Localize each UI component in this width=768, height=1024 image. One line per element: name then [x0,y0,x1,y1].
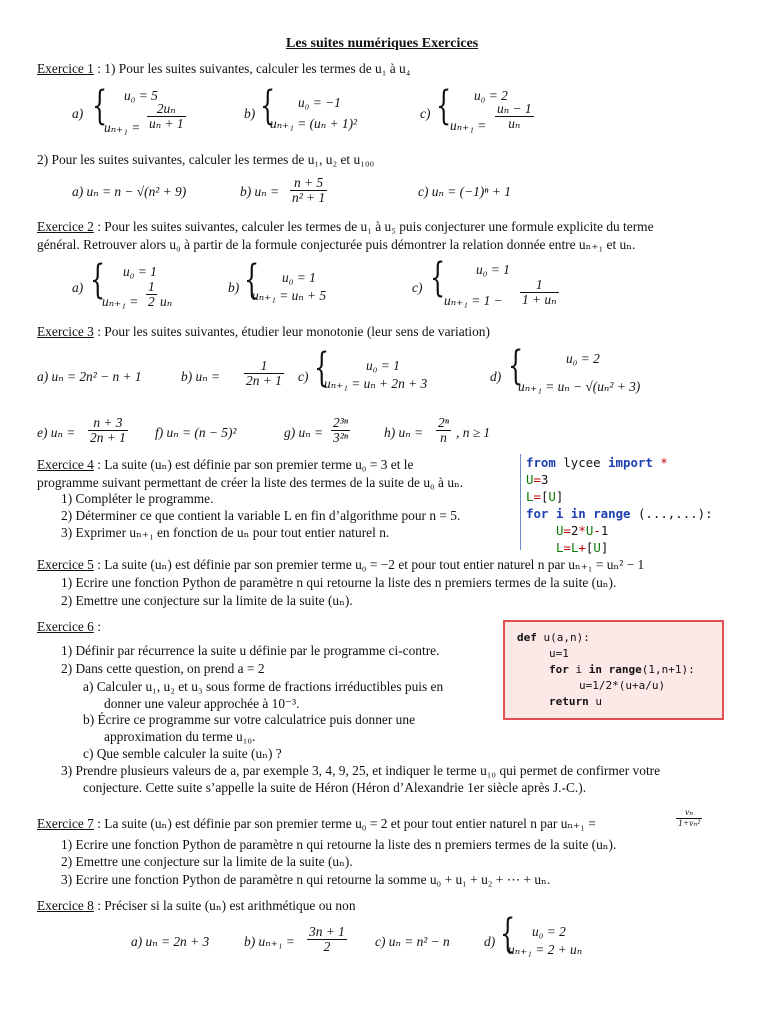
exercise-4-item-1: 1) Compléter le programme. [61,491,214,506]
ex3-seq-b-frac: $\frac{1}{2n + 1}$ [246,358,282,388]
ex3-seq-e: e) uₙ = [37,425,76,440]
ex1-seq-c: c) uₙ = (−1)ⁿ + 1 [418,184,511,199]
exercise-8-text: Exercice 8 : Préciser si la suite (uₙ) est arithmétique ou non [37,898,356,913]
exercise-6-label: Exercice 6 [37,619,94,634]
exercise-4-item-2: 2) Déterminer ce que contient la variable L en fin d’algorithme pour n = 5. [61,508,461,523]
exercise-4-text-2: programme suivant permettant de créer la liste des termes de la suite de u₀ à uₙ. [37,475,464,490]
exercise-5-label: Exercice 5 [37,557,94,572]
code-line: U=2*U-1 [556,523,609,538]
code-line: L=L+[U] [556,540,609,555]
ex1-seq-b: b) uₙ = [240,184,280,199]
exercise-6-item-2c: c) Que semble calculer la suite (uₙ) ? [83,746,282,761]
exercise-5-item-1: 1) Ecrire une fonction Python de paramètre n qui retourne la liste des n premiers termes de la suite (uₙ). [61,575,617,590]
page-title: Les suites numériques Exercices [286,36,479,51]
exercise-2-label: Exercice 2 [37,219,94,234]
exercise-5-item-2: 2) Emettre une conjecture sur la limite de la suite (uₙ). [61,593,353,608]
code-line: for i in range(1,n+1): [549,663,695,676]
exercise-1-question-1: Exercice 1 : 1) Pour les suites suivantes, calculer les termes de u₁ à u₄ [37,61,411,76]
ex3-seq-g-frac: $\frac{\text{2³ⁿ}}{\text{3²ⁿ}}$ [333,415,348,445]
exercise-4-label: Exercice 4 [37,457,94,472]
code-line: L=[U] [526,489,564,504]
exercise-6-item-1: 1) Définir par récurrence la suite u définie par le programme ci-contre. [61,643,440,658]
code-line: return u [549,695,602,708]
ex3-seq-a: a) uₙ = 2n² − n + 1 [37,369,142,384]
exercise-7-item-2: 2) Emettre une conjecture sur la limite de la suite (uₙ). [61,854,353,869]
exercise-6-item-2: 2) Dans cette question, on prend a = 2 [61,661,265,676]
exercise-6-code-block [503,620,724,720]
ex3-seq-h-frac: $\frac{\text{2ⁿ}}{n}$ [438,415,449,445]
ex8-seq-b-frac: $\frac{3n + 1}{2}$ [309,924,345,954]
exercise-4-text: Exercice 4 : La suite (uₙ) est définie par son premier terme u₀ = 3 et le [37,457,414,472]
code-line: from lycee import * [526,455,668,470]
exercise-7-item-1: 1) Ecrire une fonction Python de paramètre n qui retourne la liste des n premiers termes de la suite (uₙ). [61,837,617,852]
exercise-1-question-2: 2) Pour les suites suivantes, calculer les termes de u₁, u₂ et u₁₀₀ [37,152,375,167]
ex8-seq-c: c) uₙ = n² − n [375,934,450,949]
ex3-seq-h-cond: , n ≥ 1 [456,425,491,440]
exercise-8-label: Exercice 8 [37,898,94,913]
exercise-2-text-2: général. Retrouver alors u₀ à partir de la formule conjecturée puis démontrer la relation donnée entre uₙ₊₁ et uₙ. [37,237,636,252]
ex8-seq-a: a) uₙ = 2n + 3 [131,934,210,949]
exercise-3-label: Exercice 3 [37,324,94,339]
exercise-7-item-3: 3) Ecrire une fonction Python de paramètre n qui retourne la somme u₀ + u₁ + u₂ + ⋯ + uₙ. [61,872,551,887]
exercise-1-label: Exercice 1 [37,61,94,76]
exercise-6-item-2a: a) Calculer u₁, u₂ et u₃ sous forme de fractions irréductibles puis en [83,679,444,694]
ex3-seq-f: f) uₙ = (n − 5)² [155,425,237,440]
exercise-7-text: Exercice 7 : La suite (uₙ) est définie par son premier terme u₀ = 2 et pour tout entier naturel n par uₙ₊₁ = [37,816,596,831]
code-line: U=3 [526,472,549,487]
code-line: u=1 [549,647,569,660]
ex1-seq-b-frac: $\frac{n + 5}{\text{n² + 1}}$ [292,175,326,205]
exercise-6-item-3: 3) Prendre plusieurs valeurs de a, par exemple 3, 4, 9, 25, et indiquer le terme u₁₀ qui permet de confirmer votre [61,763,661,778]
ex3-seq-g: g) uₙ = [284,425,324,440]
exercise-3-text: Exercice 3 : Pour les suites suivantes, étudier leur monotonie (leur sens de variation) [37,324,490,339]
exercise-6-item-2a-cont: donner une valeur approchée à 10⁻³. [104,696,300,711]
ex1-seq-a: a) uₙ = n − √(n² + 9) [72,184,187,199]
ex8-seq-b: b) uₙ₊₁ = [244,934,295,949]
ex3-seq-b: b) uₙ = [181,369,221,384]
code-line: def u(a,n): [517,631,590,644]
exercise-4-item-3: 3) Exprimer uₙ₊₁ en fonction de uₙ pour tout entier naturel n. [61,525,390,540]
ex3-seq-e-frac: $\frac{n + 3}{2n + 1}$ [90,415,126,445]
exercise-5-text: Exercice 5 : La suite (uₙ) est définie par son premier terme u₀ = −2 et pour tout entier naturel n par uₙ₊₁ = uₙ² − 1 [37,557,645,572]
exercise-2-text: Exercice 2 : Pour les suites suivantes, calculer les termes de u₁ à u₅ puis conjecturer une formule explicite du terme [37,219,654,234]
exercise-6-text: Exercice 6 : [37,619,101,634]
code-line: for i in range (...,...): [526,506,713,521]
exercise-6-item-2b-cont: approximation du terme u₁₀. [104,729,256,744]
exercise-7-label: Exercice 7 [37,816,94,831]
exercise-7-frac: $\frac{\text{vₙ}}{\text{1+vₙ²}}$ [678,808,701,829]
exercise-6-item-2b: b) Écrire ce programme sur votre calculatrice puis donner une [83,712,416,727]
code-line: u=1/2*(u+a/u) [579,679,666,692]
ex3-seq-h: h) uₙ = [384,425,424,440]
exercise-4-code-block [520,454,740,555]
exercise-6-item-3-cont: conjecture. Cette suite s’appelle la suite de Héron (Héron d’Alexandrie 1er siècle après J.-C.). [83,780,587,795]
